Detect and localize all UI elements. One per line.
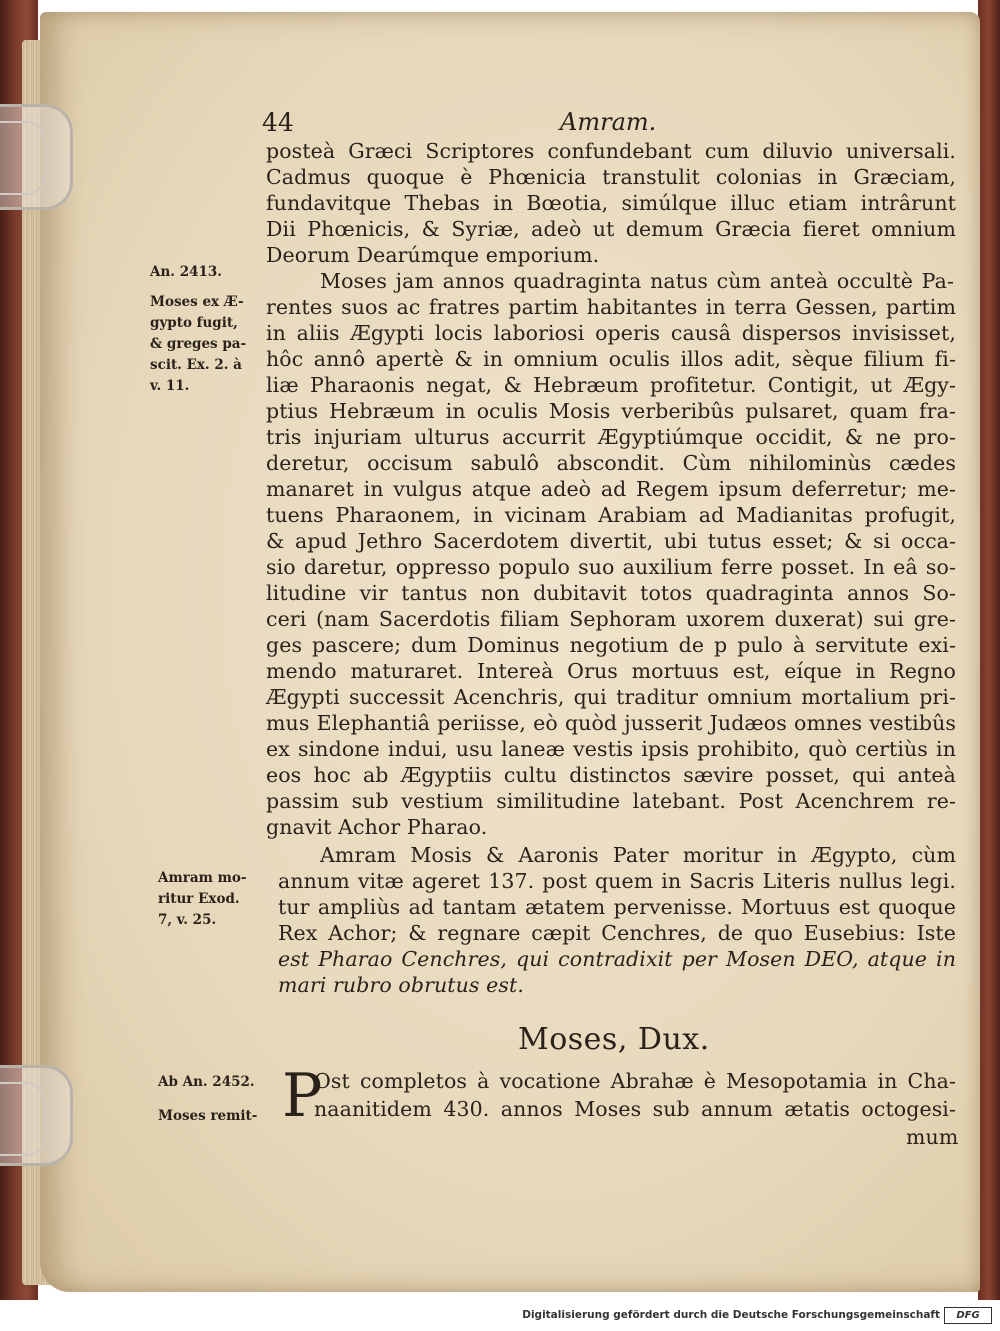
body-line: deretur, occisum sabulô abscondit. Cùm nihilominùs cædes (266, 451, 956, 475)
margin-note-line: gypto fugit, (150, 315, 238, 331)
body-line: Rex Achor; & regnare cæpit Cenchres, de quo Eusebius: Iste (278, 921, 956, 945)
body-line: eos hoc ab Ægyptiis cultu distinctos sævire posset, qui anteà (266, 763, 956, 787)
book-cover-right (978, 0, 1000, 1300)
margin-note-line: Moses remit- (158, 1108, 258, 1124)
margin-note-line: Moses ex Æ- (150, 294, 244, 310)
body-line: tuens Pharaonem, in vicinam Arabiam ad Madianitas profugit, (266, 503, 956, 527)
body-line: Cadmus quoque è Phœnicia transtulit colonias in Græciam, (266, 165, 956, 189)
body-line: Moses jam annos quadraginta natus cùm anteà occultè Pa- (320, 269, 954, 293)
body-line: sio daretur, oppresso populo suo auxilium ferre posset. In eâ so- (266, 555, 956, 579)
body-line: tris injuriam ulturus accurrit Ægyptiúmque occidit, & ne pro- (266, 425, 956, 449)
margin-note-line: & greges pa- (150, 336, 247, 352)
body-line: annum vitæ ageret 137. post quem in Sacris Literis nullus legi. (278, 869, 956, 893)
margin-note-line: 7, v. 25. (158, 912, 217, 928)
margin-note-line: Amram mo- (158, 870, 247, 886)
margin-note-line: v. 11. (150, 378, 190, 394)
body-line: fundavitque Thebas in Bœotia, simúlque illuc etiam intrârunt (266, 191, 956, 215)
margin-note-year: Ab An. 2452. (158, 1074, 255, 1090)
body-line: manaret in vulgus atque adeò ad Regem ipsum deferretur; me- (266, 477, 956, 501)
drop-cap: P (282, 1061, 323, 1131)
body-line: Ægypti successit Acenchris, qui traditur omnium mortalium pri- (266, 685, 956, 709)
margin-note-year: An. 2413. (150, 264, 222, 280)
margin-note-line: ritur Exod. (158, 891, 240, 907)
body-line: ptius Hebræum in oculis Mosis verberibûs pulsaret, quam fra- (266, 399, 956, 423)
page-number: 44 (262, 108, 294, 137)
body-line-italic: est Pharao Cenchres, qui contradixit per Mosen DEO, atque in (278, 947, 956, 971)
body-line: ex sindone indui, usu laneæ vestis ipsis prohibito, quò certiùs in (266, 737, 956, 761)
body-line: Deorum Dearúmque emporium. (266, 243, 600, 267)
section-line: Ost completos à vocatione Abrahæ è Mesopotamia in Cha- (314, 1069, 956, 1093)
paper-clip-upper-icon (0, 104, 73, 210)
body-line: tur ampliùs ad tantam ætatem pervenisse. Mortuus est quoque (278, 895, 956, 919)
body-line: liæ Pharaonis negat, & Hebræum profitetur. Contigit, ut Ægy- (266, 373, 956, 397)
section-title: Moses, Dux. (518, 1022, 710, 1057)
body-line: hôc annô apertè & in omnium oculis illos adit, sèque filium fi- (266, 347, 956, 371)
body-line-italic: mari rubro obrutus est. (278, 973, 524, 997)
body-line: passim sub vestium similitudine latebant. Post Acenchrem re- (266, 789, 956, 813)
body-line: gnavit Achor Pharao. (266, 815, 488, 839)
body-line: Amram Mosis & Aaronis Pater moritur in Ægypto, cùm (320, 843, 956, 867)
section-line: naanitidem 430. annos Moses sub annum ætatis octogesi- (314, 1097, 956, 1121)
body-line: ceri (nam Sacerdotis filiam Sephoram uxorem duxerat) sui gre- (266, 607, 956, 631)
body-line: posteà Græci Scriptores confundebant cum diluvio universali. (266, 139, 956, 163)
paper-clip-lower-icon (0, 1065, 73, 1166)
margin-note-line: scit. Ex. 2. à (150, 357, 242, 373)
running-head: Amram. (560, 108, 657, 136)
body-line: litudine vir tantus non dubitavit totos quadraginta annos So- (266, 581, 956, 605)
body-line: mus Elephantiâ periisse, eò quòd jusserit Judæos omnes vestibûs (266, 711, 956, 735)
footer-bar (0, 1300, 1000, 1331)
body-line: Dii Phœnicis, & Syriæ, adeò ut demum Græcia fieret omnium (266, 217, 956, 241)
dfg-logo-icon: DFG (944, 1307, 992, 1324)
body-line: mendo maturaret. Intereà Orus mortuus est, eíque in Regno (266, 659, 956, 683)
section-line: mum (906, 1125, 959, 1149)
footer-credit: Digitalisierung gefördert durch die Deutsche Forschungsgemeinschaft (522, 1309, 940, 1321)
body-line: ges pascere; dum Dominus negotium de p pulo à servitute exi- (266, 633, 956, 657)
body-line: in aliis Ægypti locis laboriosi operis causâ dispersos invisisset, (266, 321, 956, 345)
body-line: & apud Jethro Sacerdotem divertit, ubi tutus esset; & si occa- (266, 529, 956, 553)
body-line: rentes suos ac fratres partim habitantes in terra Gessen, partim (266, 295, 956, 319)
